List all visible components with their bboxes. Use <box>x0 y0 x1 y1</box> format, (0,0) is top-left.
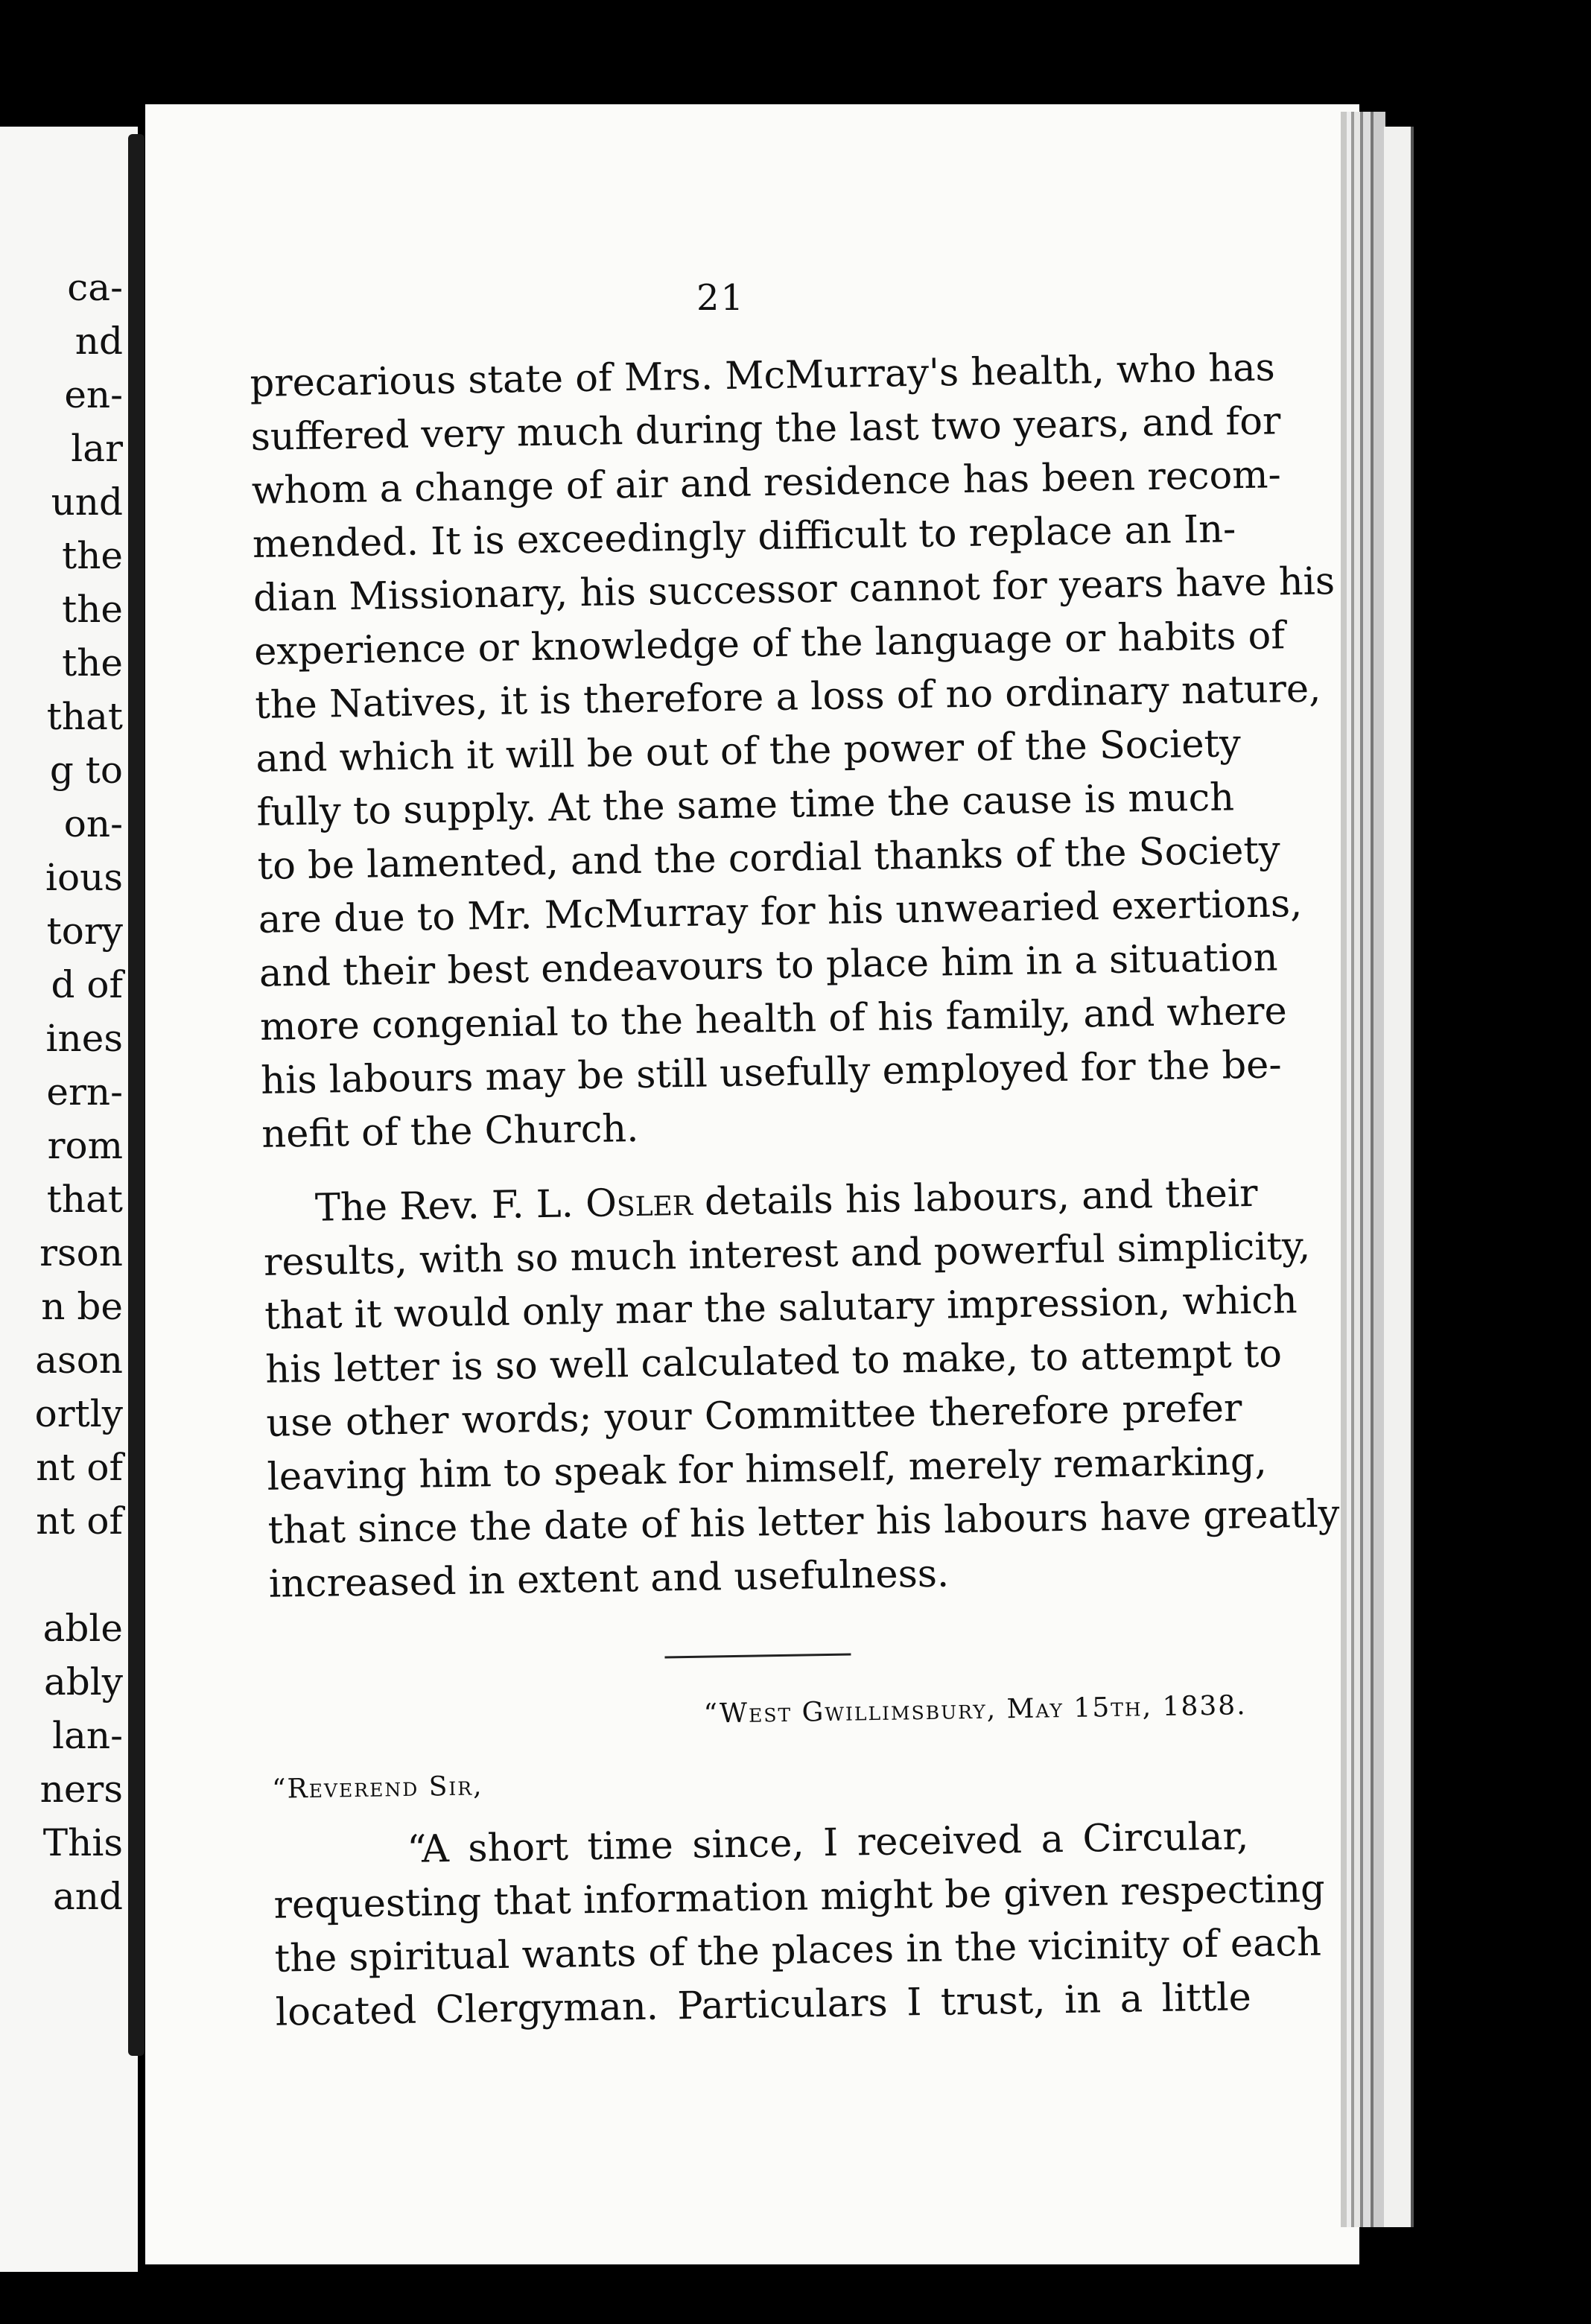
text-line: whom a change of air and residence has been recom- <box>251 453 1282 513</box>
text-line: requesting that information might be given respecting <box>273 1867 1326 1928</box>
body-text <box>250 342 1340 2039</box>
page-edges <box>1341 112 1385 2227</box>
facing-page-fragment: und <box>51 480 123 524</box>
letter-salutation: “Reverend Sir, <box>271 1771 483 1805</box>
text-line: leaving him to speak for himself, merely remarking, <box>267 1439 1268 1499</box>
text-line: dian Missionary, his successor cannot for years have his <box>253 559 1336 620</box>
facing-page-fragment: tory <box>46 909 123 953</box>
text-line: increased in extent and usefulness. <box>268 1552 950 1607</box>
facing-page-fragment: lar <box>71 427 123 470</box>
text-line: nefit of the Church. <box>261 1106 639 1157</box>
letter-first-line: “A short time since, I received a Circular, <box>407 1815 1249 1872</box>
text-line: suffered very much during the last two years, and for <box>250 399 1281 460</box>
text-line: more congenial to the health of his family, and where <box>259 989 1288 1050</box>
facing-page-fragment: ca- <box>67 266 123 309</box>
text-line: located Clergyman. Particulars I trust, in a little <box>275 1975 1252 2035</box>
text-line: results, with so much interest and powerful simplicity, <box>263 1224 1311 1285</box>
text-line: experience or knowledge of the language or habits of <box>253 614 1286 674</box>
facing-page-fragment: that <box>46 1178 123 1221</box>
facing-page-fragment: rson <box>39 1231 123 1274</box>
text-line: that it would only mar the salutary impression, which <box>264 1278 1298 1339</box>
text-line: precarious state of Mrs. McMurray's health, who has <box>250 346 1276 406</box>
facing-page-fragment: the <box>62 534 123 577</box>
text-line: and their best endeavours to place him in a situation <box>258 936 1278 996</box>
facing-page-fragment: and <box>52 1875 123 1918</box>
facing-page <box>0 127 138 2272</box>
facing-page-fragment: the <box>62 641 123 685</box>
facing-page-fragment: d of <box>51 963 123 1006</box>
text-line: mended. It is exceedingly difficult to replace an In- <box>252 507 1236 567</box>
person-name: Osler <box>585 1180 693 1227</box>
text-line: use other words; your Committee therefore prefer <box>266 1386 1242 1446</box>
section-rule <box>664 1654 851 1659</box>
facing-page-fragment: ably <box>43 1660 123 1704</box>
book-gutter <box>128 134 145 2056</box>
facing-page-fragment: the <box>62 588 123 631</box>
facing-page-fragment: ines <box>45 1017 123 1060</box>
letter-dateline: “West Gwillimsbury, May 15th, 1838. <box>703 1690 1247 1730</box>
paragraph-1 <box>250 342 1336 1161</box>
facing-page-fragment: rom <box>47 1124 123 1167</box>
facing-page-fragment: ason <box>35 1339 123 1382</box>
paragraph-2 <box>262 1167 1340 1612</box>
facing-page-fragment: g to <box>49 749 123 792</box>
facing-page-fragment: n be <box>41 1285 123 1328</box>
facing-page-fragment: ners <box>39 1768 123 1811</box>
text-line: his labours may be still usefully employed for the be- <box>260 1043 1283 1103</box>
facing-page-fragment: ern- <box>46 1070 123 1114</box>
page-edges-outer <box>1384 127 1414 2227</box>
text-line: that since the date of his letter his labours have greatly <box>267 1492 1340 1553</box>
text-line: are due to Mr. McMurray for his unwearied exertions, <box>258 881 1303 942</box>
text-line: the spiritual wants of the places in the vicinity of each <box>274 1920 1322 1981</box>
facing-page-fragment: ious <box>45 856 123 899</box>
facing-page-fragment: that <box>46 695 123 738</box>
text-line: fully to supply. At the same time the cause is much <box>256 775 1235 835</box>
page-number: 21 <box>696 277 746 319</box>
first-line-prefix: The Rev. F. L. <box>314 1182 586 1231</box>
text-line: and which it will be out of the power of the Society <box>255 722 1242 781</box>
text-line: the Natives, it is therefore a loss of no ordinary nature, <box>254 667 1321 728</box>
facing-page-fragment: lan- <box>52 1714 123 1757</box>
text-line: his letter is so well calculated to make, to attempt to <box>264 1332 1283 1392</box>
facing-page-fragment: This <box>42 1821 123 1864</box>
facing-page-fragment: ortly <box>34 1392 123 1435</box>
facing-page-fragment: able <box>42 1607 123 1650</box>
facing-page-fragment: nd <box>74 320 123 363</box>
letter-body <box>273 1810 1326 2040</box>
facing-page-fragment: nt of <box>36 1499 123 1543</box>
facing-page-fragment: on- <box>63 802 123 845</box>
facing-page-fragment: nt of <box>36 1446 123 1489</box>
first-line-suffix: details his labours, and their <box>692 1171 1258 1225</box>
facing-page-fragment: en- <box>64 373 123 416</box>
text-line: to be lamented, and the cordial thanks of the Society <box>257 828 1281 889</box>
